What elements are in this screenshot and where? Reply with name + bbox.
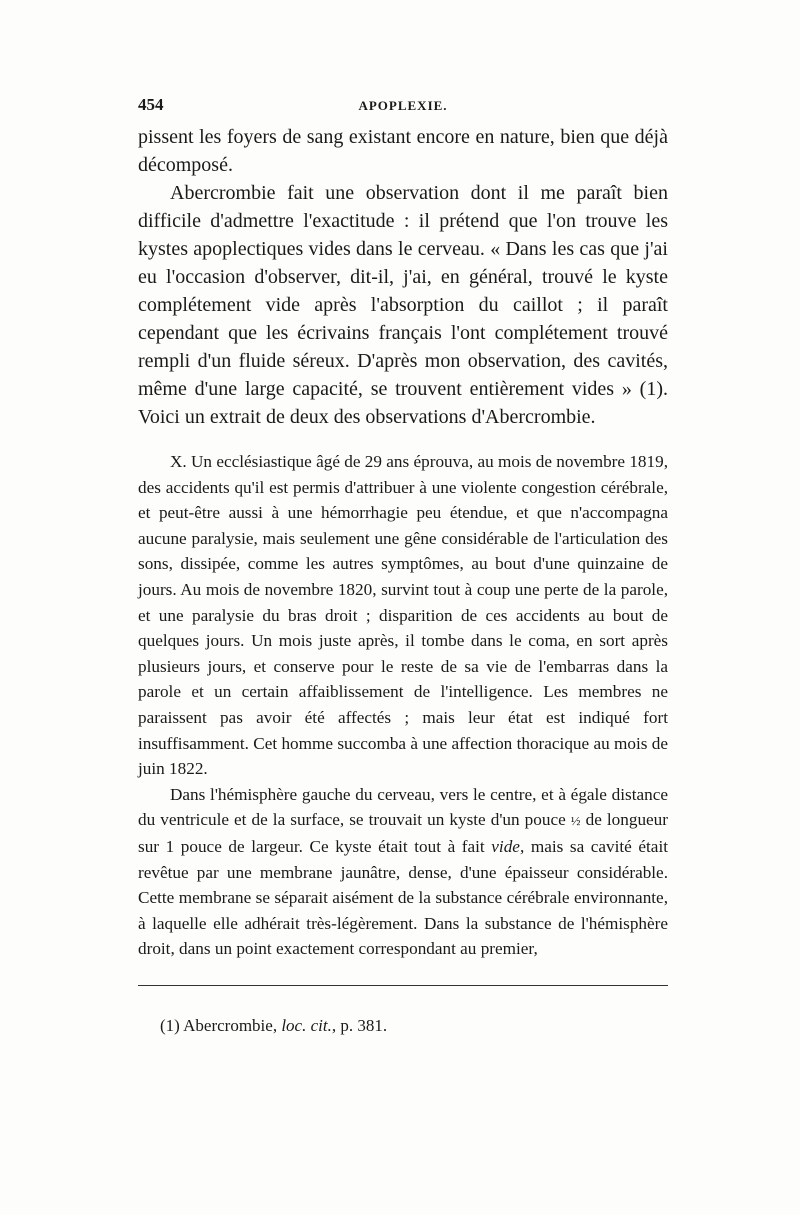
paragraph-abercrombie: Abercrombie fait une observation dont il me paraît bien difficile d'admettre l'exactitude : il prétend que l'on trouve les kystes apoplectiques vides dans le cerveau. « Dans les cas que j'ai eu l'occasion d'observer, dit-il, j'ai, en général, trouvé le kyste complétement vide après l'absorption du caillot ; il paraît cependant que les écrivains français l'ont complétement trouvé rempli d'un fluide séreux. D'après mon observation, des cavités, même d'une large capacité, se trouvent entièrement vides » (1). Voici un extrait de deux des observations d'Abercrombie. bbox=[138, 182, 668, 428]
running-title: APOPLEXIE. bbox=[358, 98, 448, 113]
paragraph-continuation: pissent les foyers de sang existant encore en nature, bien que déjà décomposé. bbox=[138, 126, 668, 176]
italic-word: vide bbox=[491, 836, 520, 856]
footnote: (1) Abercrombie, loc. cit., p. 381. bbox=[160, 1015, 388, 1035]
fraction: ½ bbox=[570, 813, 581, 829]
observation-paragraph-1: X. Un ecclésiastique âgé de 29 ans éprouva, au mois de novembre 1819, des accidents qu'il est permis d'attribuer à une violente congestion cérébrale, et peut-être aussi à une hémorrhagie peu étendue, et que n'accompagna aucune paralysie, mais seulement une gêne considérable de l'articulation des sons, dissipée, comme les autres symptômes, au bout d'une quinzaine de jours. Au mois de novembre 1820, survint tout à coup une perte de la parole, et une paralysie du bras droit ; disparition de ces accidents au bout de quelques jours. Un mois juste après, il tombe dans le coma, en sort après plusieurs jours, et conserve pour le reste de sa vie de l'embarras dans la parole et un certain affaiblissement de l'intelligence. Les membres ne paraissent pas avoir été affectés ; mais leur état est indiqué fort insuffisamment. Cet homme succomba à une affection thoracique au mois de juin 1822. bbox=[138, 452, 668, 779]
page-number: 454 bbox=[138, 95, 164, 114]
observation-paragraph-2: Dans l'hémisphère gauche du cerveau, vers le centre, et à égale distance du ventricule et de la surface, se trouvait un kyste d'un pouce ½ de longueur sur 1 pouce de largeur. Ce kyste était tout à fait vide, mais sa cavité était revêtue par une membrane jaunâtre, dense, d'une épaisseur considérable. Cette membrane se séparait aisément de la substance cérébrale environnante, à laquelle elle adhérait très-légèrement. Dans la substance de l'hémisphère droit, dans un point exactement correspondant au premier, bbox=[138, 784, 668, 959]
page-header bbox=[138, 95, 668, 123]
book-page bbox=[138, 95, 668, 1038]
footnote-rule bbox=[138, 985, 668, 986]
footnote-citation: loc. cit. bbox=[281, 1015, 332, 1035]
